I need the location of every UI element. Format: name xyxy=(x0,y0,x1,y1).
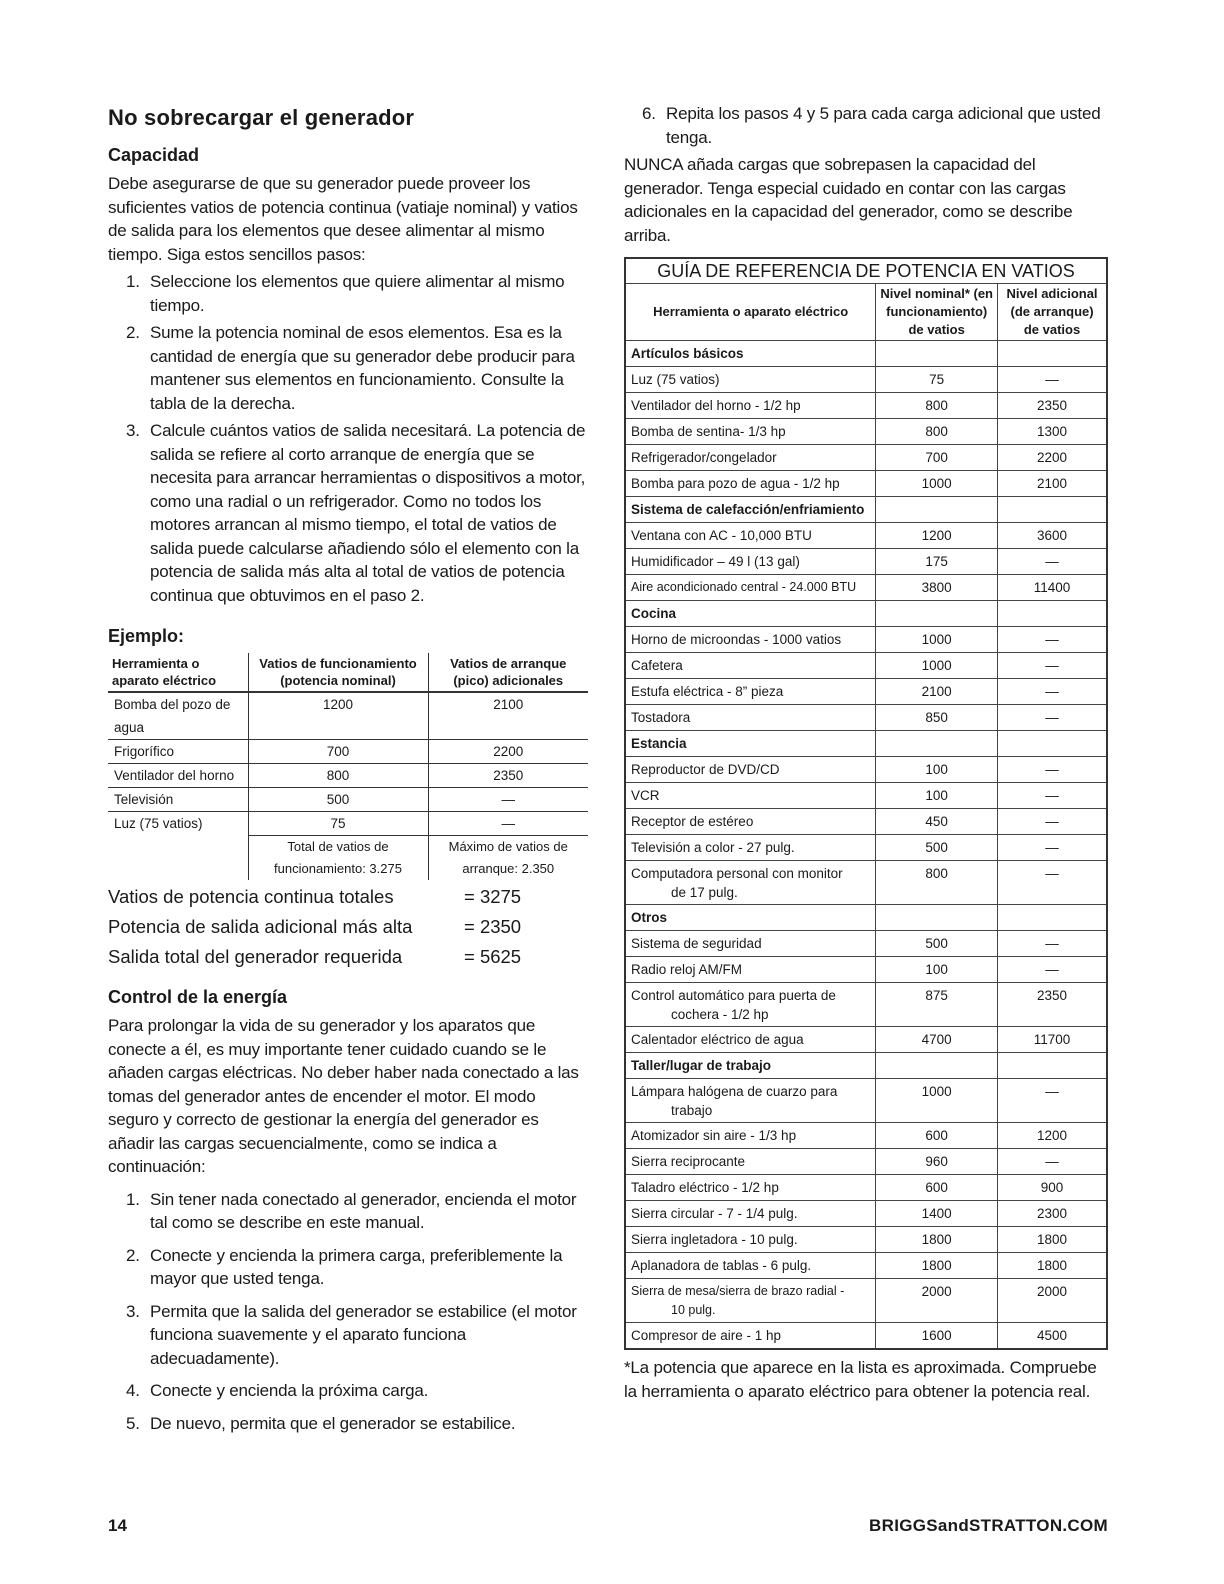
start-watts: 2000 xyxy=(998,1279,1107,1323)
table-row-total xyxy=(108,836,588,881)
run-watts: 800 xyxy=(876,861,998,905)
table-row: Luz (75 vatios) 75 — xyxy=(108,812,588,836)
run-watts: 1800 xyxy=(876,1227,998,1253)
footnote: *La potencia que aparece en la lista es aproximada. Compruebe la herramienta o aparato eléctrico para obtener la potencia real. xyxy=(624,1358,1097,1401)
item-name: Sierra circular - 7 - 1/4 pulg. xyxy=(625,1201,876,1227)
start-watts: 1300 xyxy=(998,419,1107,445)
item-name: Reproductor de DVD/CD xyxy=(625,757,876,783)
page-title: No sobrecargar el generador xyxy=(108,105,415,130)
control-steps-continued xyxy=(642,102,1108,149)
reference-header-item: Herramienta o aparato eléctrico xyxy=(625,284,876,341)
table-row xyxy=(625,1279,1107,1323)
item-name: Televisión a color - 27 pulg. xyxy=(625,835,876,861)
table-row xyxy=(625,783,1107,809)
table-row xyxy=(625,705,1107,731)
table-category-row xyxy=(625,905,1107,931)
start-watts: — xyxy=(998,679,1107,705)
start-watts: — xyxy=(998,957,1107,983)
table-row xyxy=(625,627,1107,653)
item-name: Taladro eléctrico - 1/2 hp xyxy=(625,1175,876,1201)
list-item: 6. Repita los pasos 4 y 5 para cada carga adicional que usted tenga. xyxy=(642,104,1101,147)
item-name: Bomba para pozo de agua - 1/2 hp xyxy=(625,471,876,497)
reference-header-start: Nivel adicional (de arranque) de vatios xyxy=(998,284,1107,341)
start-watts: — xyxy=(998,1149,1107,1175)
item-name: Sierra reciprocante xyxy=(625,1149,876,1175)
run-watts: 600 xyxy=(876,1123,998,1149)
run-watts: 1200 xyxy=(876,523,998,549)
item-name: Sistema de seguridad xyxy=(625,931,876,957)
run-watts: 1000 xyxy=(876,627,998,653)
table-row xyxy=(625,471,1107,497)
table-row xyxy=(625,809,1107,835)
item-name: Ventilador del horno - 1/2 hp xyxy=(625,393,876,419)
run-watts: 4700 xyxy=(876,1027,998,1053)
start-watts: 1800 xyxy=(998,1227,1107,1253)
run-watts: 960 xyxy=(876,1149,998,1175)
table-row: Ventilador del horno 800 2350 xyxy=(108,764,588,788)
run-watts: 175 xyxy=(876,549,998,575)
list-item: 2. Conecte y encienda la primera carga, preferiblemente la mayor que usted tenga. xyxy=(126,1245,563,1288)
item-name: Receptor de estéreo xyxy=(625,809,876,835)
control-steps xyxy=(126,1188,588,1436)
table-row: Frigorífico 700 2200 xyxy=(108,740,588,764)
list-item: 1. Sin tener nada conectado al generador, encienda el motor tal como se describe en este manual. xyxy=(126,1189,577,1232)
start-watts: 4500 xyxy=(998,1323,1107,1350)
wattage-reference-table xyxy=(624,257,1108,1350)
run-watts: 1800 xyxy=(876,1253,998,1279)
start-watts: — xyxy=(998,835,1107,861)
start-watts: 900 xyxy=(998,1175,1107,1201)
run-watts: 100 xyxy=(876,957,998,983)
start-watts: — xyxy=(998,549,1107,575)
left-column xyxy=(108,104,588,1435)
total-run: Total de vatios de funcionamiento: 3.275 xyxy=(248,836,428,881)
run-watts: 500 xyxy=(876,931,998,957)
table-row xyxy=(625,419,1107,445)
item-name: Sierra ingletadora - 10 pulg. xyxy=(625,1227,876,1253)
start-watts: — xyxy=(998,627,1107,653)
item-name: Humidificador – 49 l (13 gal) xyxy=(625,549,876,575)
table-category-row xyxy=(625,341,1107,367)
item-name: Aplanadora de tablas - 6 pulg. xyxy=(625,1253,876,1279)
category-label: Estancia xyxy=(625,731,876,757)
run-watts: 1000 xyxy=(876,471,998,497)
start-watts: — xyxy=(998,653,1107,679)
table-row xyxy=(625,367,1107,393)
category-label: Artículos básicos xyxy=(625,341,876,367)
list-item: 3. Calcule cuántos vatios de salida necesitará. La potencia de salida se refiere al corto arranque de energía que se necesita para arrancar herramientas o dispositivos a motor, como una radial o un refrigerador. Como no todos los motores arrancan al mismo tiempo, el total de vatios de salida puede calcularse añadiendo sólo el elemento con la potencia de salida más alta al total de vatios de potencia continua que obtuvimos en el paso 2. xyxy=(126,421,586,605)
run-watts: 2100 xyxy=(876,679,998,705)
table-row xyxy=(625,393,1107,419)
example-heading: Ejemplo: xyxy=(108,626,185,646)
table-row xyxy=(625,445,1107,471)
website-url: BRIGGSandSTRATTON.COM xyxy=(869,1516,1108,1535)
table-row xyxy=(625,983,1107,1027)
list-item: 3. Permita que la salida del generador se estabilice (el motor funciona suavemente y el aparato funciona adecuadamente). xyxy=(126,1301,577,1368)
start-watts: 3600 xyxy=(998,523,1107,549)
summary-row: Vatios de potencia continua totales = 3275 xyxy=(108,886,522,907)
table-row xyxy=(625,1175,1107,1201)
warning-text: NUNCA añada cargas que sobrepasen la capacidad del generador. Tenga especial cuidado en contar con las cargas adicionales en la capacidad del generador, como se describe arriba. xyxy=(624,155,1073,245)
run-watts: 1600 xyxy=(876,1323,998,1350)
table-category-row xyxy=(625,497,1107,523)
run-watts: 1000 xyxy=(876,1079,998,1123)
category-label: Cocina xyxy=(625,601,876,627)
table-row xyxy=(625,549,1107,575)
category-label: Otros xyxy=(625,905,876,931)
table-row xyxy=(625,757,1107,783)
example-header-item: Herramienta o aparato eléctrico xyxy=(112,656,217,688)
run-watts: 600 xyxy=(876,1175,998,1201)
right-column xyxy=(624,104,1108,1403)
start-watts: — xyxy=(998,861,1107,905)
list-item: 1. Seleccione los elementos que quiere alimentar al mismo tiempo. xyxy=(126,272,565,315)
run-watts: 800 xyxy=(876,419,998,445)
start-watts: — xyxy=(998,783,1107,809)
list-item: 2. Sume la potencia nominal de esos elementos. Esa es la cantidad de energía que su generador debe producir para mantener sus elementos en funcionamiento. Consulte la tabla de la derecha. xyxy=(126,323,575,413)
example-summary xyxy=(108,882,588,972)
item-name: Tostadora xyxy=(625,705,876,731)
example-table xyxy=(108,653,588,880)
item-name: Compresor de aire - 1 hp xyxy=(625,1323,876,1350)
run-watts: 100 xyxy=(876,783,998,809)
run-watts: 3800 xyxy=(876,575,998,601)
start-watts: — xyxy=(998,367,1107,393)
run-watts: 850 xyxy=(876,705,998,731)
run-watts: 875 xyxy=(876,983,998,1027)
table-row xyxy=(625,1123,1107,1149)
table-row xyxy=(625,523,1107,549)
list-item: 5. De nuevo, permita que el generador se estabilice. xyxy=(126,1413,516,1433)
table-row xyxy=(625,1227,1107,1253)
table-category-row xyxy=(625,1053,1107,1079)
table-row xyxy=(625,1253,1107,1279)
table-row xyxy=(625,575,1107,601)
run-watts: 2000 xyxy=(876,1279,998,1323)
item-name: Sierra de mesa/sierra de brazo radial - 10 pulg. xyxy=(625,1279,876,1323)
table-row: Televisión 500 — xyxy=(108,788,588,812)
table-row xyxy=(625,679,1107,705)
capacity-heading: Capacidad xyxy=(108,145,200,165)
table-row xyxy=(625,1323,1107,1350)
page-number: 14 xyxy=(108,1516,127,1535)
item-name: Bomba de sentina- 1/3 hp xyxy=(625,419,876,445)
item-name: Atomizador sin aire - 1/3 hp xyxy=(625,1123,876,1149)
start-watts: 1200 xyxy=(998,1123,1107,1149)
start-watts: — xyxy=(998,1079,1107,1123)
total-start: Máximo de vatios de arranque: 2.350 xyxy=(428,836,588,881)
start-watts: 2200 xyxy=(998,445,1107,471)
capacity-steps xyxy=(126,270,588,607)
capacity-intro: Debe asegurarse de que su generador puede proveer los suficientes vatios de potencia continua (vatiaje nominal) y vatios de salida para los elementos que desee alimentar al mismo tiempo. Siga estos sencillos pasos: xyxy=(108,174,578,264)
run-watts: 75 xyxy=(876,367,998,393)
item-name: Computadora personal con monitor de 17 pulg. xyxy=(625,861,876,905)
category-label: Taller/lugar de trabajo xyxy=(625,1053,876,1079)
run-watts: 500 xyxy=(876,835,998,861)
reference-header-run: Nivel nominal* (en funcionamiento) de vatios xyxy=(876,284,998,341)
table-category-row xyxy=(625,731,1107,757)
item-name: Aire acondicionado central - 24.000 BTU xyxy=(625,575,876,601)
control-heading: Control de la energía xyxy=(108,987,288,1007)
run-watts: 450 xyxy=(876,809,998,835)
start-watts: 1800 xyxy=(998,1253,1107,1279)
start-watts: — xyxy=(998,931,1107,957)
run-watts: 1000 xyxy=(876,653,998,679)
table-row xyxy=(625,1079,1107,1123)
example-header-run: Vatios de funcionamiento (potencia nominal) xyxy=(248,653,428,692)
list-item: 4. Conecte y encienda la próxima carga. xyxy=(126,1381,429,1400)
item-name: VCR xyxy=(625,783,876,809)
start-watts: — xyxy=(998,705,1107,731)
start-watts: 2300 xyxy=(998,1201,1107,1227)
control-intro: Para prolongar la vida de su generador y los aparatos que conecte a él, es muy importante tener cuidado cuando se le añaden cargas eléctricas. No deber haber nada conectado a las tomas del generador antes de encender el motor. El modo seguro y correcto de gestionar la energía del generador es añadir las cargas secuencialmente, como se indica a continuación: xyxy=(108,1016,579,1176)
start-watts: 2350 xyxy=(998,983,1107,1027)
item-name: Horno de microondas - 1000 vatios xyxy=(625,627,876,653)
example-header-start: Vatios de arranque (pico) adicionales xyxy=(428,653,588,692)
table-row xyxy=(625,653,1107,679)
reference-table-title: GUÍA DE REFERENCIA DE POTENCIA EN VATIOS xyxy=(625,258,1107,284)
item-name: Cafetera xyxy=(625,653,876,679)
start-watts: — xyxy=(998,757,1107,783)
item-name: Luz (75 vatios) xyxy=(625,367,876,393)
summary-row: Potencia de salida adicional más alta = 2350 xyxy=(108,916,522,937)
table-row xyxy=(625,931,1107,957)
table-row xyxy=(625,835,1107,861)
start-watts: 2100 xyxy=(998,471,1107,497)
item-name: Ventana con AC - 10,000 BTU xyxy=(625,523,876,549)
start-watts: 11400 xyxy=(998,575,1107,601)
item-name: Lámpara halógena de cuarzo para trabajo xyxy=(625,1079,876,1123)
table-row: Bomba del pozo de agua 1200 2100 xyxy=(108,692,588,740)
category-label: Sistema de calefacción/enfriamiento xyxy=(625,497,876,523)
item-name: Estufa eléctrica - 8” pieza xyxy=(625,679,876,705)
table-category-row xyxy=(625,601,1107,627)
run-watts: 1400 xyxy=(876,1201,998,1227)
item-name: Control automático para puerta de cochera - 1/2 hp xyxy=(625,983,876,1027)
start-watts: 11700 xyxy=(998,1027,1107,1053)
item-name: Refrigerador/congelador xyxy=(625,445,876,471)
summary-row: Salida total del generador requerida = 5625 xyxy=(108,946,522,967)
start-watts: — xyxy=(998,809,1107,835)
run-watts: 800 xyxy=(876,393,998,419)
table-row xyxy=(625,861,1107,905)
start-watts: 2350 xyxy=(998,393,1107,419)
table-row xyxy=(625,1027,1107,1053)
table-row xyxy=(625,957,1107,983)
run-watts: 100 xyxy=(876,757,998,783)
table-row xyxy=(625,1201,1107,1227)
run-watts: 700 xyxy=(876,445,998,471)
item-name: Radio reloj AM/FM xyxy=(625,957,876,983)
item-name: Calentador eléctrico de agua xyxy=(625,1027,876,1053)
table-row xyxy=(625,1149,1107,1175)
